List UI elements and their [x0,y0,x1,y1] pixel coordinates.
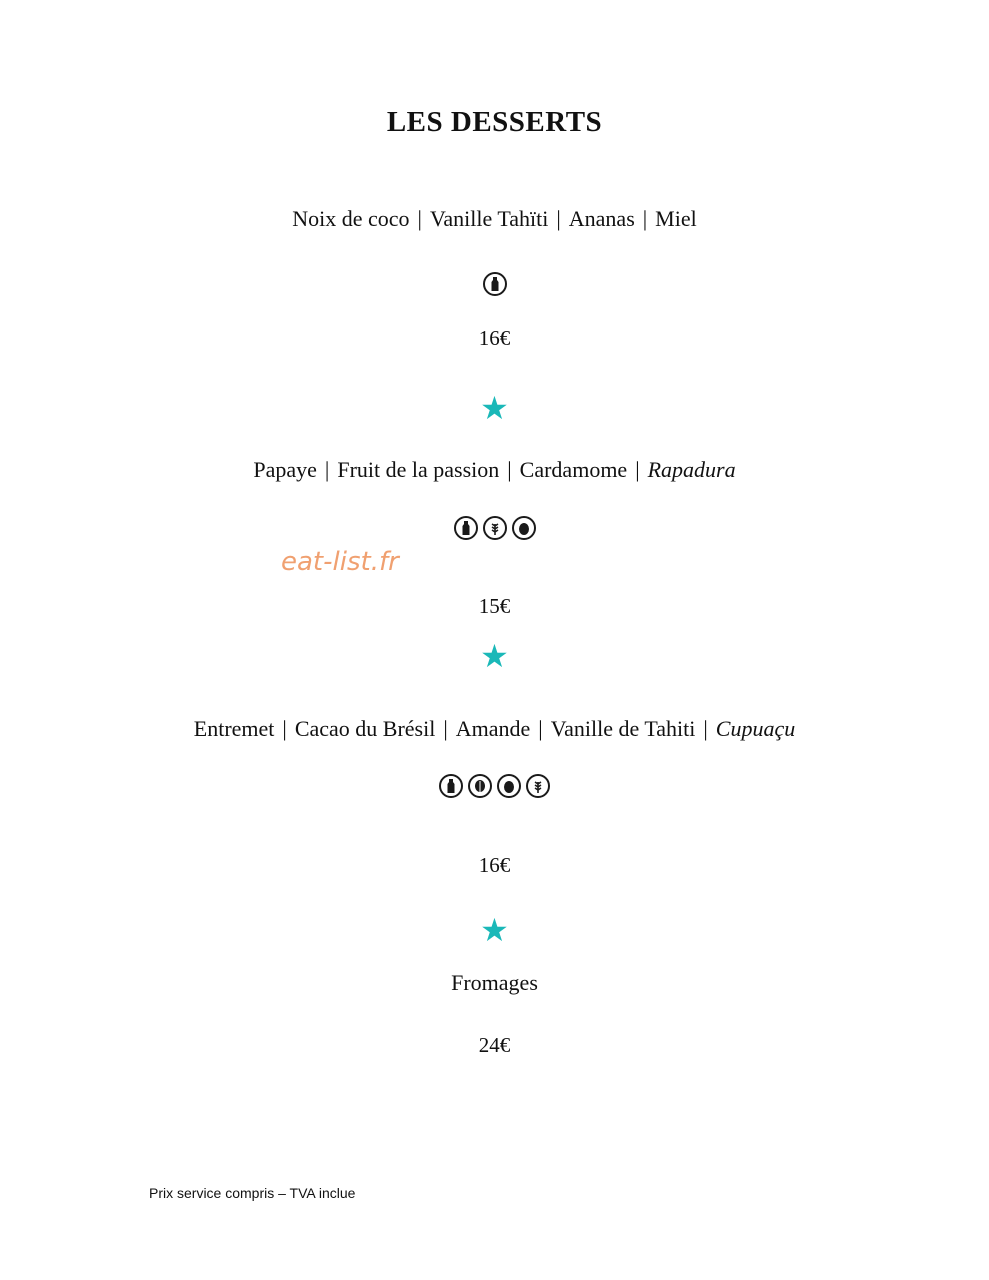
footer-note: Prix service compris – TVA inclue [149,1185,356,1201]
ingredient: Ananas [568,206,635,231]
ingredient: Cardamome [519,457,628,482]
separator: | [282,716,287,741]
ingredient: Vanille de Tahiti [550,716,696,741]
separator: | [443,716,448,741]
dessert-2-price: 15€ [478,594,511,618]
dessert-1-allergens [0,272,989,296]
ingredient: Vanille Tahïti [429,206,549,231]
watermark: eat-list.fr [281,547,399,577]
star-divider-icon: ★ [480,638,509,674]
page-title: LES DESSERTS [386,106,603,138]
dessert-4-description [0,970,989,996]
bottle-icon [439,774,463,798]
separator: | [538,716,543,741]
ingredient: Fruit de la passion [337,457,500,482]
separator: | [417,206,422,231]
dessert-3-description [0,716,989,742]
ingredient-italic: Rapadura [647,457,736,482]
dessert-4-price: 24€ [478,1033,511,1057]
ingredient: Miel [655,206,697,231]
egg-icon [497,774,521,798]
ingredient: Amande [455,716,531,741]
ingredient: Noix de coco [292,206,410,231]
star-divider-icon: ★ [480,912,509,948]
separator: | [507,457,512,482]
dessert-3-allergens [0,774,989,798]
dessert-3-price: 16€ [478,853,511,877]
dessert-2-description [0,457,989,483]
wheat-icon [526,774,550,798]
separator: | [703,716,708,741]
wheat-icon [483,516,507,540]
separator: | [556,206,561,231]
bottle-icon [454,516,478,540]
dessert-2-allergens [0,516,989,540]
bottle-icon [483,272,507,296]
separator: | [324,457,330,482]
ingredient-italic: Cupuaçu [715,716,796,741]
egg-icon [512,516,536,540]
ingredient: Papaye [253,457,317,482]
dessert-1-price: 16€ [478,326,511,350]
dessert-1-description [0,206,989,232]
separator: | [642,206,648,231]
ingredient: Fromages [451,970,538,995]
nut-icon [468,774,492,798]
star-divider-icon: ★ [480,390,509,426]
ingredient: Entremet [193,716,275,741]
ingredient: Cacao du Brésil [294,716,436,741]
separator: | [635,457,640,482]
